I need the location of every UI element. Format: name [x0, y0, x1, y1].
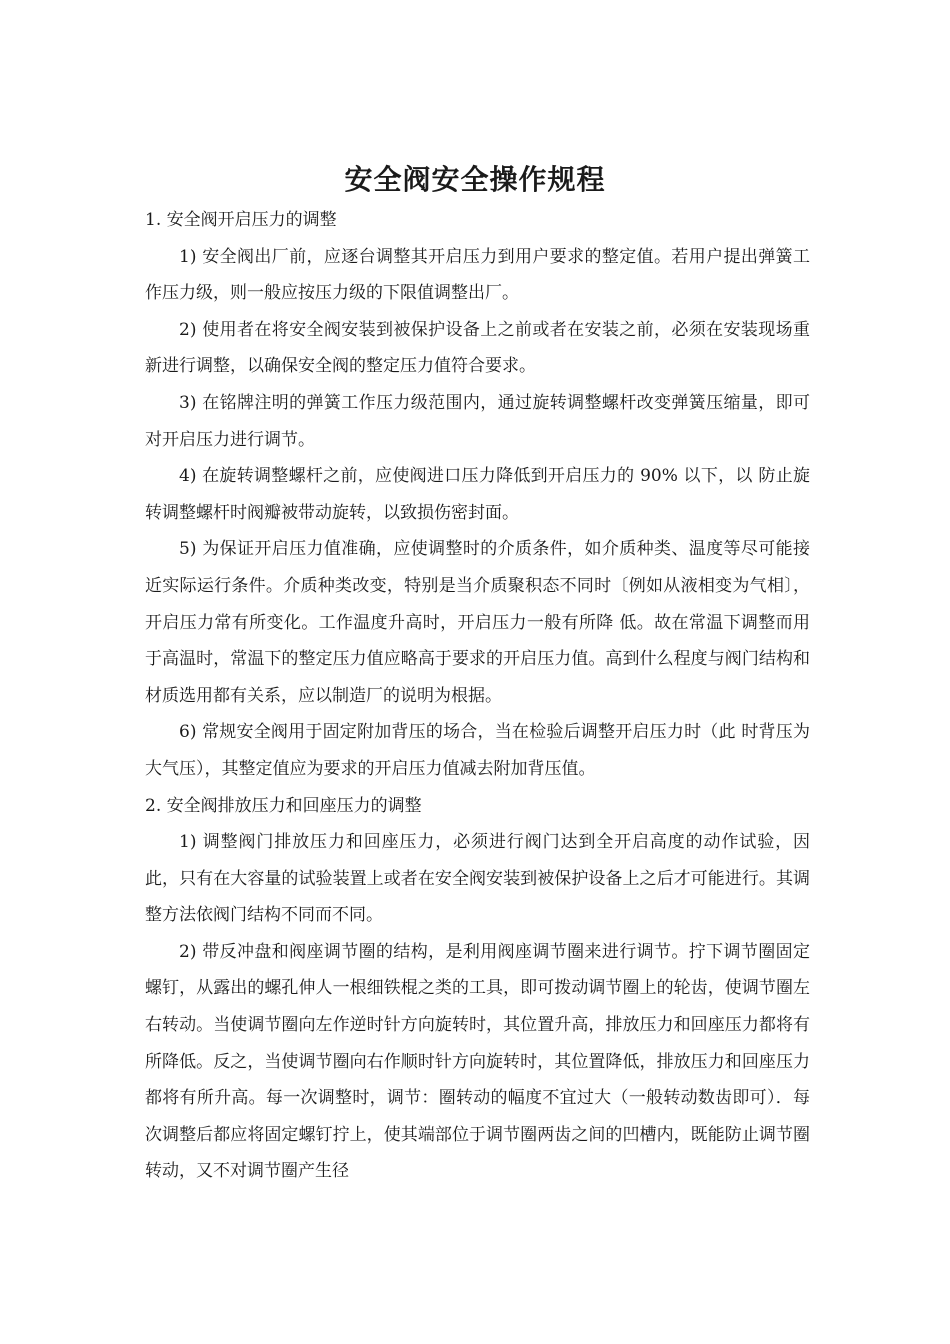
paragraph-2-1: 1) 调整阀门排放压力和回座压力，必须进行阀门达到全开启高度的动作试验，因此，只有在大容量的试验装置上或者在安全阀安装到被保护设备上之后才可能进行。其调整方法依阀门结构不同而不同。	[145, 832, 810, 926]
paragraph-1-6: 6) 常规安全阀用于固定附加背压的场合，当在检验后调整开启压力时（此 时背压为大气压），其整定值应为要求的开启压力值减去附加背压值。	[145, 722, 810, 779]
paragraph-1-3: 3) 在铭牌注明的弹簧工作压力级范围内，通过旋转调整螺杆改变弹簧压缩量，即可对开启压力进行调节。	[145, 392, 810, 450]
paragraph-1-1: 1) 安全阀出厂前，应逐台调整其开启压力到用户要求的整定值。若用户提出弹簧工作压力级，则一般应按压力级的下限值调整出厂。	[145, 246, 810, 304]
paragraph-1-5: 5) 为保证开启压力值准确，应使调整时的介质条件，如介质种类、温度等尽可能接近实际运行条件。介质种类改变，特别是当介质聚积态不同时〔例如从液相变为气相〕，开启压力常有所变化。工作温度升高时，开启压力一般有所降 低。故在常温下调整而用于高温时，常温下的整定压力值应略高于要求的开启压力值。高到什么程度与阀门结构和材质选用都有关系，应以制造厂的说明为根据。	[145, 539, 810, 706]
paragraph-2-2: 2) 带反冲盘和阀座调节圈的结构，是利用阀座调节圈来进行调节。拧下调节圈固定螺钉，从露出的螺孔伸人一根细铁棍之类的工具，即可拨动调节圈上的轮齿，使调节圈左右转动。当使调节圈向左作逆时针方向旋转时，其位置升高，排放压力和回座压力都将有所降低。反之，当使调节圈向右作顺时针方向旋转时，其位置降低，排放压力和回座压力都将有所升高。每一次调整时，调节：圈转动的幅度不宜过大（一般转动数齿即可）．每次调整后都应将固定螺钉拧上，使其端部位于调节圈两齿之间的凹槽内，既能防止调节圈转动，又不对调节圈产生径	[145, 941, 810, 1182]
document-body	[145, 202, 810, 1190]
paragraph-1-4: 4) 在旋转调整螺杆之前，应使阀进口压力降低到开启压力的 90% 以下，以 防止旋转调整螺杆时阀瓣被带动旋转，以致损伤密封面。	[145, 466, 810, 523]
section-heading-2: 2. 安全阀排放压力和回座压力的调整	[145, 795, 422, 816]
paragraph-1-2: 2) 使用者在将安全阀安装到被保护设备上之前或者在安装之前，必须在安装现场重新进行调整，以确保安全阀的整定压力值符合要求。	[145, 319, 810, 377]
document-title: 安全阀安全操作规程	[344, 163, 606, 196]
section-heading-1: 1. 安全阀开启压力的调整	[145, 210, 337, 230]
